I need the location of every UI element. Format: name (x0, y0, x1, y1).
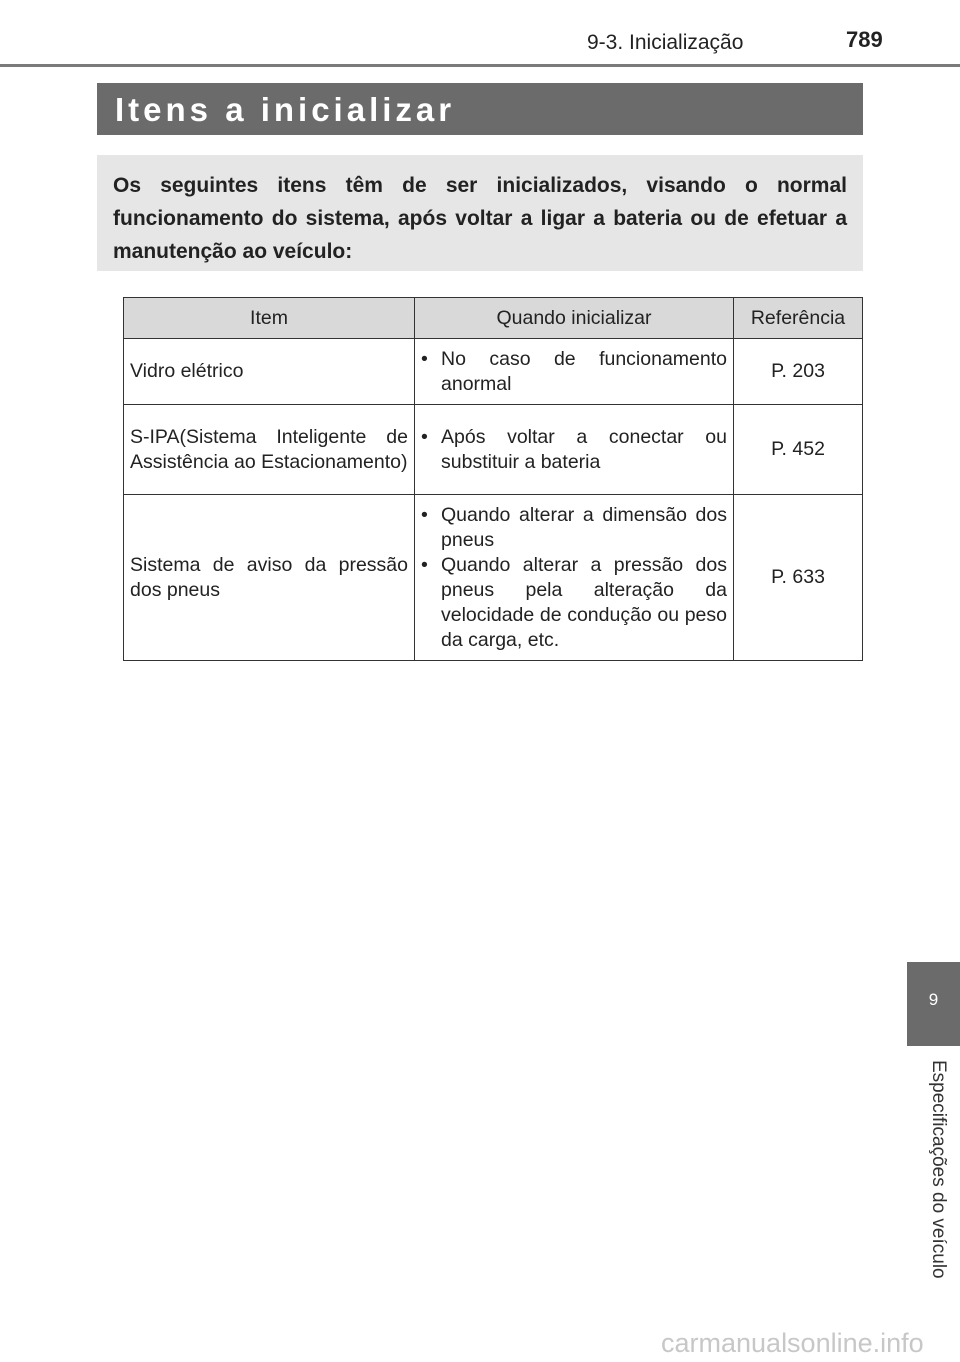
when-bullet: • Após voltar a conectar ou substituir a bateria (421, 425, 727, 475)
reference-link[interactable]: P. 452 (734, 405, 863, 495)
item-cell: Sistema de aviso da pressão dos pneus (124, 495, 415, 661)
header-divider (0, 64, 960, 67)
reference-link[interactable]: P. 203 (734, 339, 863, 405)
chapter-number: 9 (928, 990, 939, 1009)
section-title: 9-3. Inicialização (587, 31, 744, 54)
column-header-reference: Referência (734, 298, 863, 339)
when-bullet: • Quando alterar a pressão dos pneus pela alteração da velocidade de condução ou peso da carga, etc. (421, 553, 727, 653)
page-number: 789 (846, 27, 883, 52)
reference-link[interactable]: P. 633 (734, 495, 863, 661)
item-cell: S-IPA(Sistema Inteligente de Assistência ao Estacionamento) (124, 405, 415, 495)
column-header-item: Item (124, 298, 415, 339)
watermark: carmanualsonline.info (661, 1328, 924, 1358)
table-row (124, 495, 863, 661)
initialization-table (123, 297, 863, 661)
when-bullet: • No caso de funcionamento anormal (421, 347, 727, 397)
intro-text: Os seguintes itens têm de ser inicializados, visando o normal funcionamento do sistema, após voltar a ligar a bateria ou de efetuar a manutenção ao veículo: (113, 174, 847, 263)
page-title: Itens a inicializar (115, 91, 456, 128)
item-cell: Vidro elétrico (124, 339, 415, 405)
page-title-bar (97, 83, 863, 135)
table-row (124, 405, 863, 495)
when-bullet: • Quando alterar a dimensão dos pneus (421, 503, 727, 553)
when-cell (415, 405, 734, 495)
table-header-row (124, 298, 863, 339)
chapter-tab[interactable] (907, 962, 960, 1046)
table-row (124, 339, 863, 405)
column-header-when: Quando inicializar (415, 298, 734, 339)
when-cell (415, 339, 734, 405)
when-cell (415, 495, 734, 661)
intro-box (97, 155, 863, 271)
chapter-label: Especificações do veículo (928, 1060, 949, 1279)
